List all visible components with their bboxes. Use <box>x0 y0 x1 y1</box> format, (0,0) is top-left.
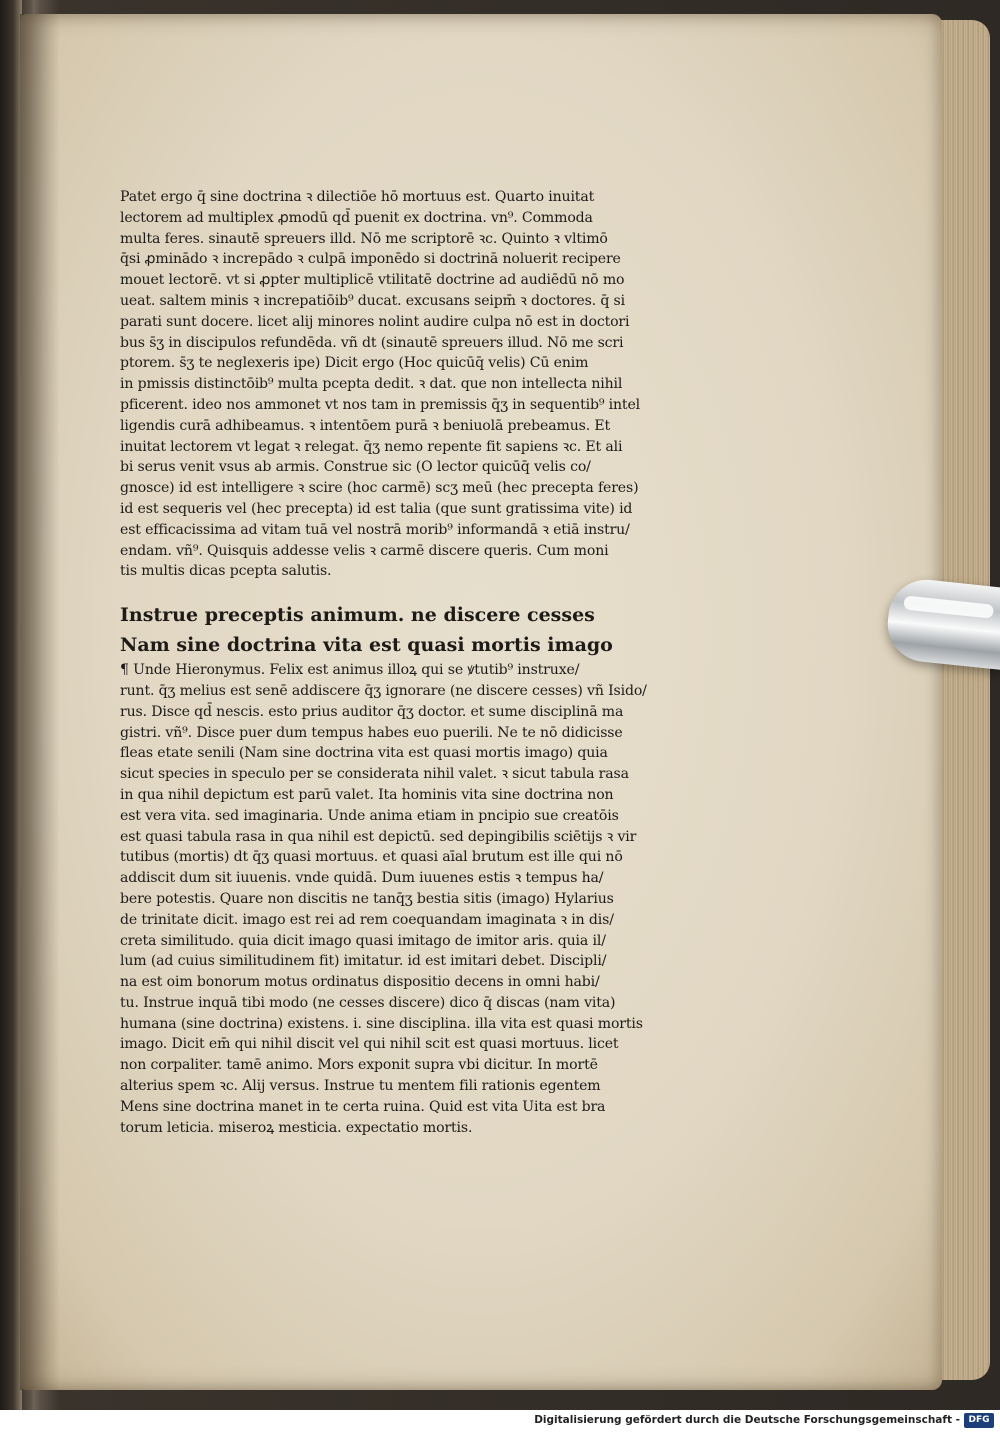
text-line: de trinitate dicit. imago est rei ad rem coequandam imaginata ꝛ in dis/ <box>120 911 614 928</box>
text-line: addiscit dum sit iuuenis. vnde quidā. Dum iuuenes estis ꝛ tempus ha/ <box>120 870 604 887</box>
dfg-logo: DFG <box>964 1413 994 1428</box>
text-line: est vera vita. sed imaginaria. Unde anima etiam in pncipio sue creatōis <box>120 807 619 824</box>
text-line: rus. Disce qd̄ nescis. esto prius auditor q̄ʒ doctor. et sume disciplinā ma <box>120 703 624 720</box>
text-line: sicut species in speculo per se considerata nihil valet. ꝛ sicut tabula rasa <box>120 766 629 783</box>
text-line: q̄si ꝓminādo ꝛ increpādo ꝛ culpā imponēdo si doctrinā noluerit recipere <box>120 251 621 268</box>
text-line: Mens sine doctrina manet in te certa ruina. Quid est vita Uita est bra <box>120 1098 606 1115</box>
text-line: bi serus venit vsus ab armis. Construe sic (O lector quicūq̄ velis co/ <box>120 459 591 476</box>
footer-bar <box>0 1410 1000 1432</box>
text-line: Instrue preceptis animum. ne discere cesses <box>120 604 595 627</box>
text-line: in pmissis distinctōib⁹ multa pcepta dedit. ꝛ dat. que non intellecta nihil <box>120 376 623 393</box>
text-line: pficerent. ideo nos ammonet vt nos tam in premissis q̄ʒ in sequentib⁹ intel <box>120 396 640 413</box>
text-line: in qua nihil depictum est parū valet. Ita hominis vita sine doctrina non <box>120 786 614 803</box>
text-line: tis multis dicas pcepta salutis. <box>120 563 332 580</box>
text-line: Nam sine doctrina vita est quasi mortis imago <box>120 634 613 657</box>
text-line: tutibus (mortis) dt q̄ʒ quasi mortuus. et quasi aīal brutum est ille qui nō <box>120 849 623 866</box>
text-line: alterius spem ꝛc. Alij versus. Instrue tu mentem fili rationis egentem <box>120 1078 601 1095</box>
text-line: lum (ad cuius similitudinem fit) imitatur. id est imitari debet. Discipli/ <box>120 953 607 970</box>
text-line: na est oim bonorum motus ordinatus dispositio decens in omni habi/ <box>120 974 600 991</box>
commentary-paragraph-2 <box>120 660 720 1138</box>
text-block <box>120 187 720 1138</box>
text-line: ¶ Unde Hieronymus. Felix est animus illoꝝ qui se ꝟtutib⁹ instruxe/ <box>120 662 580 679</box>
verse-lines <box>120 600 720 660</box>
text-line: mouet lectorē. vt si ꝓpter multiplicē vtilitatē doctrine ad audiēdū nō mo <box>120 272 625 289</box>
text-line: id est sequeris vel (hec precepta) id est talia (que sunt gratissima vite) id <box>120 500 633 517</box>
text-line: est quasi tabula rasa in qua nihil est depictū. sed depingibilis sciētijs ꝛ vir <box>120 828 637 845</box>
text-line: creta similitudo. quia dicit imago quasi imitago de imitor aris. quia il/ <box>120 932 606 949</box>
text-line: gistri. vñ⁹. Disce puer dum tempus habes euo puerili. Ne te nō didicisse <box>120 724 623 741</box>
text-line: tu. Instrue inquā tibi modo (ne cesses discere) dico q̄ discas (nam vita) <box>120 994 616 1011</box>
text-line: endam. vñ⁹. Quisquis addesse velis ꝛ carmē discere queris. Cum moni <box>120 542 609 559</box>
text-line: lectorem ad multiplex ꝓmodū qd̄ puenit ex doctrina. vn⁹. Commoda <box>120 209 593 226</box>
commentary-paragraph-1 <box>120 187 720 582</box>
text-line: torum leticia. miseroꝝ mesticia. expectatio mortis. <box>120 1119 473 1136</box>
text-line: est efficacissima ad vitam tuā vel nostrā morib⁹ informandā ꝛ etiā instru/ <box>120 521 630 538</box>
text-line: bere potestis. Quare non discitis ne tanq̄ʒ bestia sitis (imago) Hylarius <box>120 890 614 907</box>
text-line: ueat. saltem minis ꝛ increpatiōib⁹ ducat. excusans seipm̄ ꝛ doctores. q̄ si <box>120 292 625 309</box>
footer-credit: Digitalisierung gefördert durch die Deutsche Forschungsgemeinschaft - <box>534 1414 960 1426</box>
text-line: inuitat lectorem vt legat ꝛ relegat. q̄ʒ nemo repente fit sapiens ꝛc. Et ali <box>120 438 623 455</box>
book-spine <box>0 0 22 1410</box>
text-line: imago. Dicit em̄ qui nihil discit vel qui nihil scit est quasi mortuus. licet <box>120 1036 619 1053</box>
text-line: runt. q̄ʒ melius est senē addiscere q̄ʒ ignorare (ne discere cesses) vñ Isido/ <box>120 682 647 699</box>
text-line: humana (sine doctrina) existens. i. sine disciplina. illa vita est quasi mortis <box>120 1015 643 1032</box>
text-line: multa feres. sinautē spreuers illd. Nō me scriptorē ꝛc. Quinto ꝛ vltimō <box>120 230 608 247</box>
text-line: non corpaliter. tamē animo. Mors exponit supra vbi dicitur. In mortē <box>120 1057 598 1074</box>
text-line: parati sunt docere. licet alij minores nolint audire culpa nō est in doctori <box>120 313 630 330</box>
text-line: Patet ergo q̄ sine doctrina ꝛ dilectiōe hō mortuus est. Quarto inuitat <box>120 189 595 205</box>
text-line: fleas etate senili (Nam sine doctrina vita est quasi mortis imago) quia <box>120 745 608 762</box>
text-line: ligendis curā adhibeamus. ꝛ intentōem purā ꝛ beniuolā prebeamus. Et <box>120 417 611 434</box>
text-line: ptorem. s̄ʒ te neglexeris ipe) Dicit ergo (Hoc quicūq̄ velis) Cū enim <box>120 355 589 372</box>
text-line: gnosce) id est intelligere ꝛ scire (hoc carmē) scʒ meū (hec precepta feres) <box>120 480 639 497</box>
text-line: bus s̄ʒ in discipulos refundēda. vñ dt (sinautē spreuers illud. Nō me scri <box>120 334 624 351</box>
